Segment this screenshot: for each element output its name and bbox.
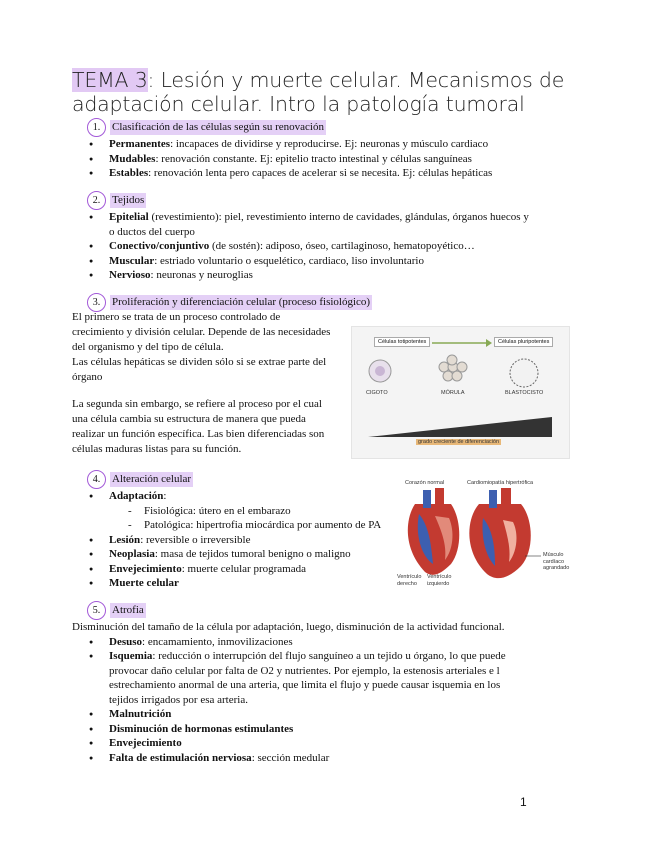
list-item: ● Disminución de hormonas estimulantes: [72, 722, 522, 737]
section-5: [72, 601, 522, 765]
list-item: ● Adaptación:: [72, 489, 402, 504]
title-highlight: TEMA 3: [72, 68, 148, 92]
gradient-caption: grado creciente de diferenciación: [418, 439, 500, 445]
list-item: ● Permanentes: incapaces de dividirse y reproducirse. Ej: neuronas y músculo cardiaco: [72, 137, 592, 152]
list-item: ● Malnutrición: [72, 707, 522, 722]
bullet-list: [72, 137, 592, 181]
list-item: ● Neoplasia: masa de tejidos tumoral benigno o maligno: [72, 547, 402, 562]
list-item: ● Muerte celular: [72, 576, 402, 591]
pluripotent-label: Células pluripotentes: [494, 337, 553, 347]
blastocyst-caption: BLASTOCISTO: [505, 390, 544, 396]
arrow-head: [486, 339, 492, 347]
page-title: [72, 68, 612, 116]
section-number: 2.: [87, 191, 106, 210]
section-title: Tejidos: [112, 194, 145, 207]
list-item: ● Desuso: encamamiento, inmovilizaciones: [72, 635, 522, 650]
section-number: 5.: [87, 601, 106, 620]
heart-figure: [395, 474, 571, 592]
bullet-list: [72, 635, 522, 766]
list-item: ● Conectivo/conjuntivo (de sostén): adiposo, óseo, cartilaginoso, hematopoyético…: [72, 239, 532, 254]
list-item: ● Epitelial (revestimiento): piel, revestimiento interno de cavidades, glándulas, órganos huecos y o ductos del cuerpo: [72, 210, 532, 239]
section-title: Atrofia: [112, 604, 144, 617]
normal-heart: [408, 488, 459, 575]
totipotent-label: Células totipotentes: [374, 337, 430, 347]
section-1: [72, 118, 592, 181]
morula-cells: [439, 355, 467, 381]
list-item: ● Estables: renovación lenta pero capaces de acelerar si se necesita. Ej: células hepáticas: [72, 166, 592, 181]
list-item: ● Mudables: renovación constante. Ej: epitelio tracto intestinal y células sanguíneas: [72, 152, 592, 167]
list-item: ● Envejecimiento: muerte celular programada: [72, 562, 402, 577]
section-title: Clasificación de las células según su renovación: [112, 121, 324, 134]
list-item: ● Muscular: estriado voluntario o esquelético, cardiaco, liso involuntario: [72, 254, 532, 269]
hypertrophic-heart-caption: Cardiomiopatía hipertrófica: [467, 480, 534, 486]
paragraph-proliferation: El primero se trata de un proceso controlado de crecimiento y división celular. Depende de las necesidades del organismo y del tipo de célula. Las células hepáticas se dividen sólo si se extrae parte del órgano: [72, 311, 331, 383]
normal-heart-caption: Corazón normal: [405, 480, 445, 486]
section-title: Alteración celular: [112, 473, 192, 486]
hypertrophic-heart: [469, 488, 530, 578]
list-item: ● Isquemia: reducción o interrupción del flujo sanguíneo a un tejido u órgano, lo que puede provocar daño celular por falta de O2 y nutrientes. Por ejemplo, la estenosis arteriales e l estrechamiento anormal de una arteria, que limita el flujo y puede causar isquemia en los tejidos irrigados por esa arteria.: [72, 649, 522, 707]
bullet-list: [72, 489, 402, 591]
section-5-intro: Disminución del tamaño de la célula por adaptación, luego, disminución de la actividad funcional.: [72, 621, 505, 633]
differentiation-gradient: [368, 417, 552, 437]
zygote-nucleus: [375, 366, 385, 376]
right-ventricle-label: Ventrículo derecho: [397, 574, 422, 587]
morula-caption: MÓRULA: [441, 390, 465, 396]
page-number: 1: [520, 795, 527, 809]
enlarged-muscle-label: Músculo cardíaco agrandado: [543, 552, 570, 571]
sub-list-item: - Fisiológica: útero en el embarazo: [72, 504, 402, 519]
list-item: ● Falta de estimulación nerviosa: sección medular: [72, 751, 522, 766]
section-5-heading: [87, 601, 522, 620]
section-4: [72, 470, 402, 591]
sub-list-item: - Patológica: hipertrofia miocárdica por aumento de PA: [72, 518, 402, 533]
differentiation-figure: [351, 326, 570, 459]
bullet-list: [72, 210, 532, 283]
list-item: ● Envejecimiento: [72, 736, 522, 751]
blastocyst: [510, 359, 538, 387]
section-title: Proliferación y diferenciación celular (proceso fisiológico): [112, 296, 371, 309]
list-item: ● Lesión: reversible o irreversible: [72, 533, 402, 548]
section-number: 4.: [87, 470, 106, 489]
left-ventricle-label: Ventrículo izquierdo: [427, 574, 452, 587]
section-4-heading: [87, 470, 402, 489]
title-rest: : Lesión y muerte celular. Mecanismos de adaptación celular. Intro la patología tumoral: [72, 68, 565, 116]
list-item: ● Nervioso: neuronas y neuroglias: [72, 268, 532, 283]
section-number: 3.: [87, 293, 106, 312]
section-2: [72, 191, 532, 283]
paragraph-differentiation: La segunda sin embargo, se refiere al proceso por el cual una célula cambia su estructura de manera que pueda realizar un función específica. Las bien diferenciadas son células maduras listas para su función.: [72, 398, 325, 455]
section-number: 1.: [87, 118, 106, 137]
zygote-caption: CIGOTO: [366, 390, 388, 396]
section-2-heading: [87, 191, 532, 210]
section-1-heading: [87, 118, 592, 137]
